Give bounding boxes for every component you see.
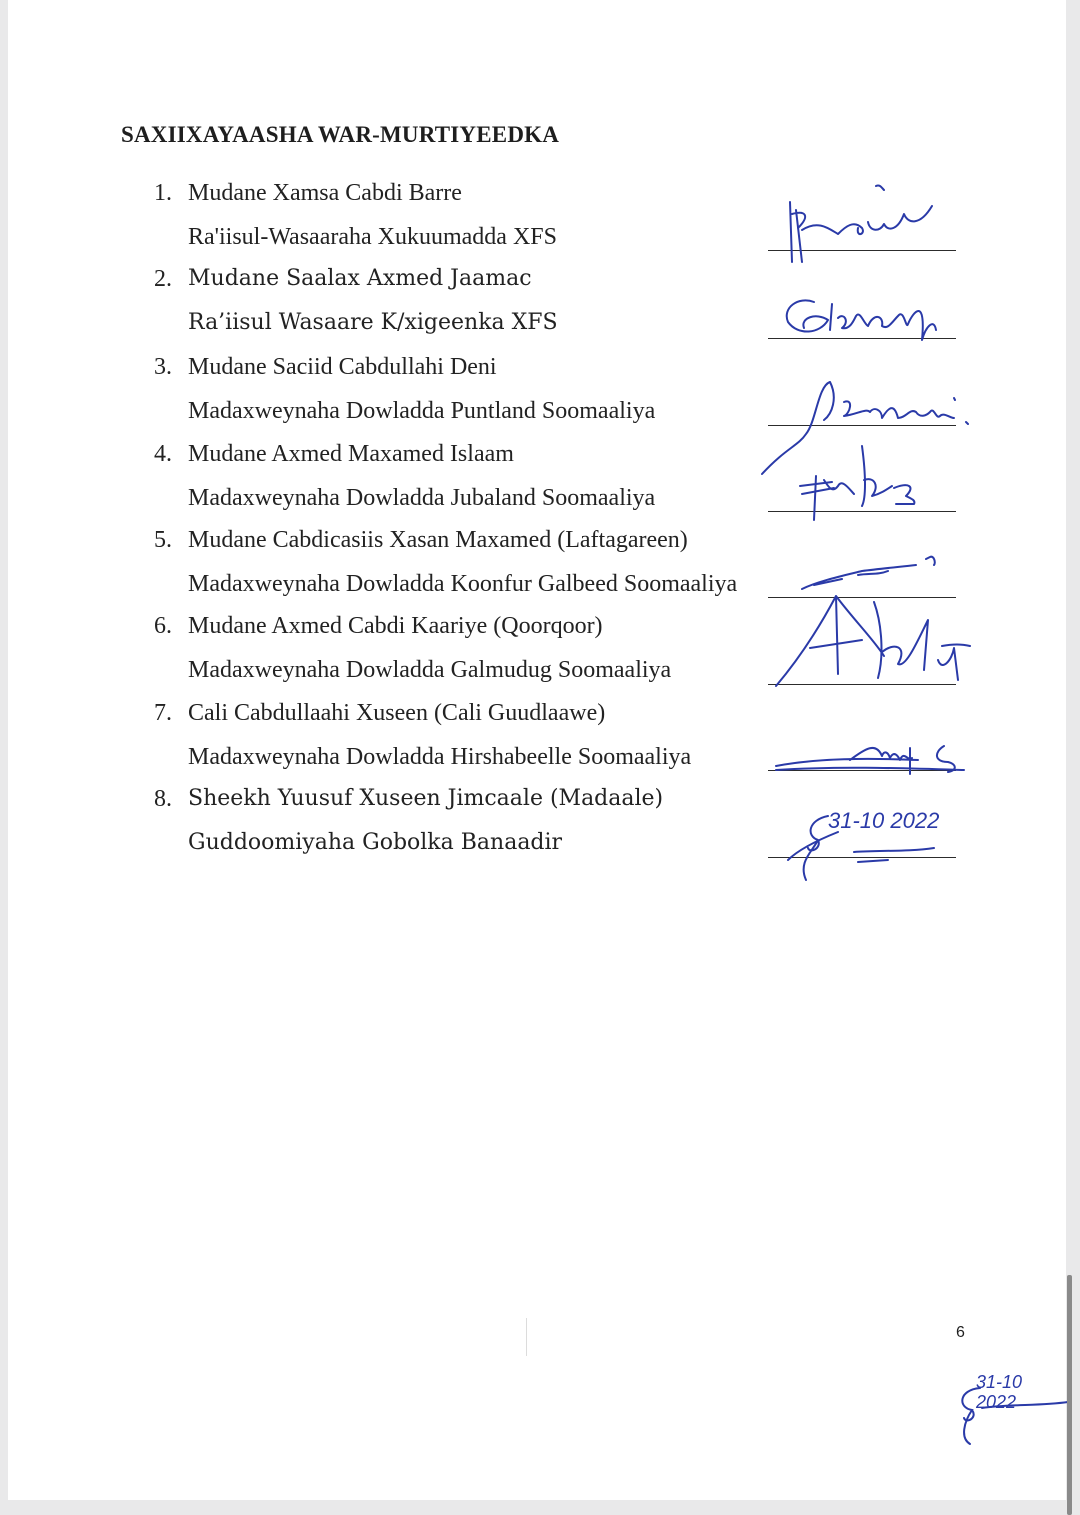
document-title: SAXIIXAYAASHA WAR-MURTIYEEDKA — [121, 122, 560, 147]
signatory-name: Cali Cabdullaahi Xuseen (Cali Guudlaawe) — [188, 700, 606, 726]
paper-fold-mark — [526, 1318, 527, 1356]
signature-6 — [758, 600, 978, 680]
signatory-name: Mudane Xamsa Cabdi Barre — [188, 180, 462, 206]
signatory-name: Sheekh Yuusuf Xuseen Jimcaale (Madaale) — [188, 786, 664, 811]
scrollbar[interactable] — [1067, 1275, 1072, 1515]
document-page — [8, 0, 1066, 1500]
signatory-name: Mudane Axmed Maxamed Islaam — [188, 441, 514, 467]
page-number: 6 — [956, 1324, 965, 1341]
entry-number: 8. — [154, 786, 172, 812]
entry-number: 1. — [154, 180, 172, 206]
signatory-name: Mudane Cabdicasiis Xasan Maxamed (Laftagareen) — [188, 527, 688, 553]
entry-number: 6. — [154, 613, 172, 639]
entry-number: 3. — [154, 354, 172, 380]
signature-7 — [758, 728, 978, 808]
signatory-role: Madaxweynaha Dowladda Hirshabeelle Soomaaliya — [188, 744, 692, 770]
signature-1 — [758, 180, 978, 260]
signature-3 — [758, 362, 978, 442]
signatory-role: Ra’iisul Wasaare K/xigeenka XFS — [188, 310, 558, 335]
signatory-role: Madaxweynaha Dowladda Koonfur Galbeed Soomaaliya — [188, 571, 738, 597]
signatory-role: Guddoomiyaha Gobolka Banaadir — [188, 830, 563, 855]
entry-number: 5. — [154, 527, 172, 553]
signatory-name: Mudane Saalax Axmed Jaamac — [188, 266, 532, 291]
signature-2 — [758, 272, 978, 352]
signatory-name: Mudane Axmed Cabdi Kaariye (Qoorqoor) — [188, 613, 603, 639]
signatory-role: Madaxweynaha Dowladda Galmudug Soomaaliya — [188, 657, 672, 683]
margin-date: 31-10 2022 — [976, 1372, 1023, 1412]
entry-number: 2. — [154, 266, 172, 292]
signature-line — [768, 684, 956, 685]
entry-number: 7. — [154, 700, 172, 726]
signatory-name: Mudane Saciid Cabdullahi Deni — [188, 354, 497, 380]
signatory-role: Madaxweynaha Dowladda Puntland Soomaaliya — [188, 398, 656, 424]
signature-4 — [758, 446, 978, 526]
signatory-role: Madaxweynaha Dowladda Jubaland Soomaaliya — [188, 485, 656, 511]
signatory-role: Ra'iisul-Wasaaraha Xukuumadda XFS — [188, 224, 557, 250]
signature-8-date: 31-10 2022 — [828, 808, 940, 833]
entry-number: 4. — [154, 441, 172, 467]
